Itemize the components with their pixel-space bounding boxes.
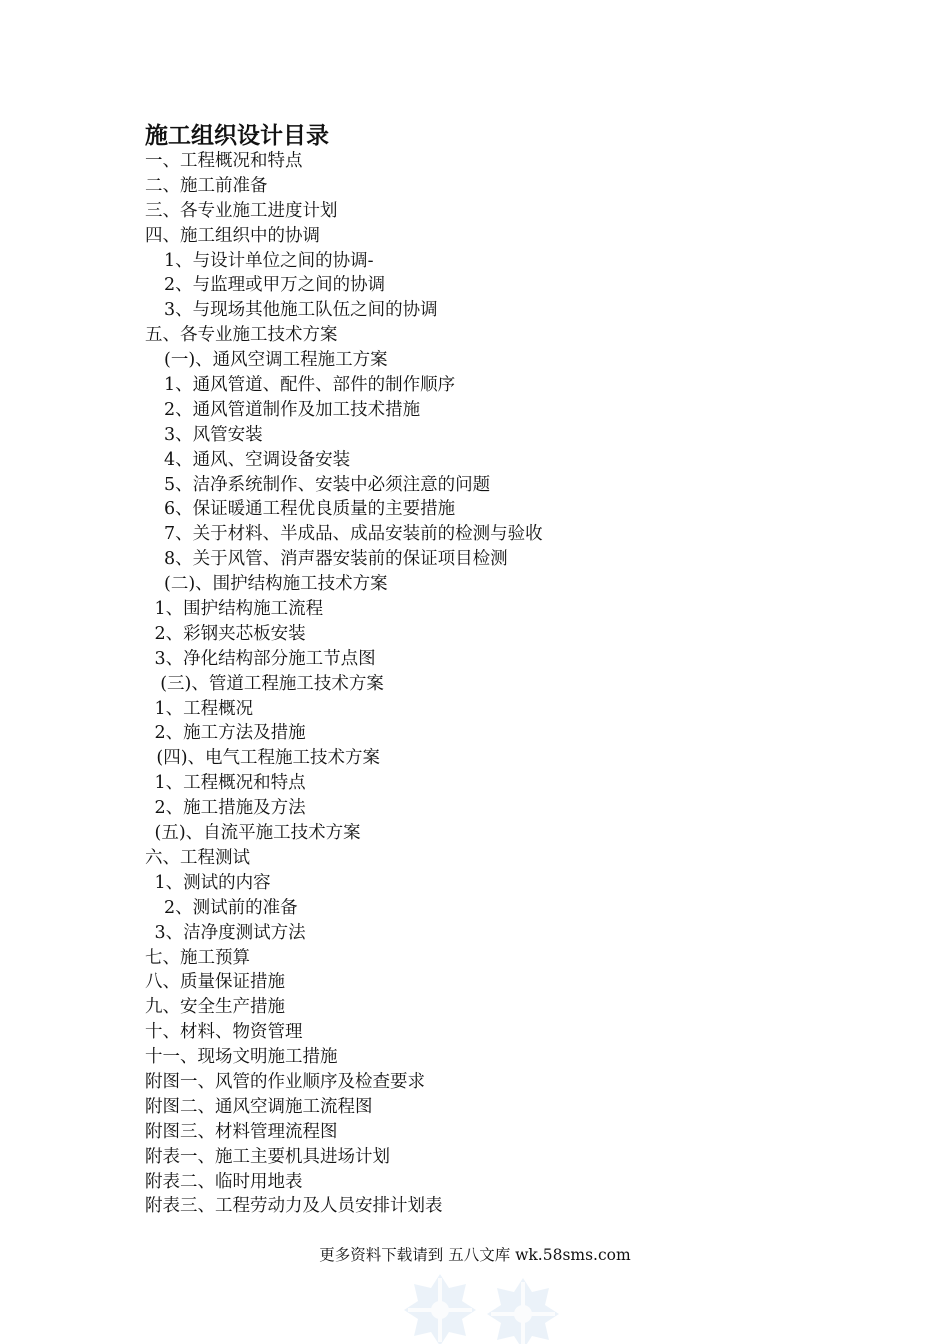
toc-entry: 十、材料、物资管理 — [145, 1022, 303, 1043]
toc-entry: (五)、自流平施工技术方案 — [154, 823, 361, 844]
toc-entry: 附表三、工程劳动力及人员安排计划表 — [145, 1196, 443, 1217]
toc-entry: 十一、现场文明施工措施 — [145, 1047, 338, 1068]
toc-entry: 1、通风管道、配件、部件的制作顺序 — [164, 375, 456, 396]
toc-entry: 2、施工方法及措施 — [154, 723, 306, 744]
toc-entry: 1、测试的内容 — [154, 872, 271, 893]
toc-entry: 1、围护结构施工流程 — [154, 599, 324, 620]
toc-entry: 七、施工预算 — [145, 947, 250, 968]
toc-entry: (四)、电气工程施工技术方案 — [156, 748, 381, 769]
toc-entry: 八、质量保证措施 — [145, 972, 285, 993]
toc-entry: 4、通风、空调设备安装 — [164, 449, 351, 470]
toc-entry: 3、与现场其他施工队伍之间的协调 — [164, 300, 438, 321]
toc-entry: 3、风管安装 — [164, 424, 263, 445]
toc-entry: 附图二、通风空调施工流程图 — [145, 1096, 373, 1117]
toc-entry: 五、各专业施工技术方案 — [145, 325, 338, 346]
document-title: 施工组织设计目录 — [145, 123, 329, 149]
toc-entry: 3、洁净度测试方法 — [154, 922, 306, 943]
toc-entry: 8、关于风管、消声器安装前的保证项目检测 — [164, 549, 508, 570]
toc-entry: (一)、通风空调工程施工方案 — [164, 350, 388, 371]
toc-entry: 2、施工措施及方法 — [154, 798, 306, 819]
toc-entry: 5、洁净系统制作、安装中必须注意的问题 — [164, 474, 491, 495]
toc-entry: 6、保证暖通工程优良质量的主要措施 — [164, 499, 456, 520]
toc-entry: 1、工程概况 — [154, 698, 254, 719]
toc-entry: 2、与监理或甲万之间的协调 — [164, 275, 386, 296]
toc-entry: 附图三、材料管理流程图 — [145, 1121, 338, 1142]
toc-entry: 7、关于材料、半成品、成品安装前的检测与验收 — [164, 524, 543, 545]
toc-entry: 附表二、临时用地表 — [145, 1171, 303, 1192]
toc-entry: 2、彩钢夹芯板安装 — [154, 623, 306, 644]
toc-entry: (三)、管道工程施工技术方案 — [160, 673, 384, 694]
toc-entry: 二、施工前准备 — [145, 175, 268, 196]
toc-entry: 1、工程概况和特点 — [154, 773, 306, 794]
toc-entry: 2、通风管道制作及加工技术措施 — [164, 399, 421, 420]
toc-entry: 三、各专业施工进度计划 — [145, 200, 338, 221]
toc-entry: 3、净化结构部分施工节点图 — [154, 648, 376, 669]
footer-download-note: 更多资料下载请到 五八文库 wk.58sms.com — [319, 1246, 631, 1264]
toc-entry: (二)、围护结构施工技术方案 — [164, 574, 388, 595]
toc-entry: 六、工程测试 — [145, 847, 250, 868]
toc-entry: 四、施工组织中的协调 — [145, 225, 320, 246]
table-of-contents — [145, 149, 543, 1219]
toc-entry: 附图一、风管的作业顺序及检查要求 — [145, 1071, 425, 1092]
toc-entry: 附表一、施工主要机具进场计划 — [145, 1146, 390, 1167]
toc-entry: 2、测试前的准备 — [164, 897, 298, 918]
toc-entry: 一、工程概况和特点 — [145, 151, 303, 171]
toc-entry: 九、安全生产措施 — [145, 997, 285, 1018]
toc-entry: 1、与设计单位之间的协调- — [164, 250, 374, 271]
snowflake-watermark-icon — [395, 1268, 570, 1344]
